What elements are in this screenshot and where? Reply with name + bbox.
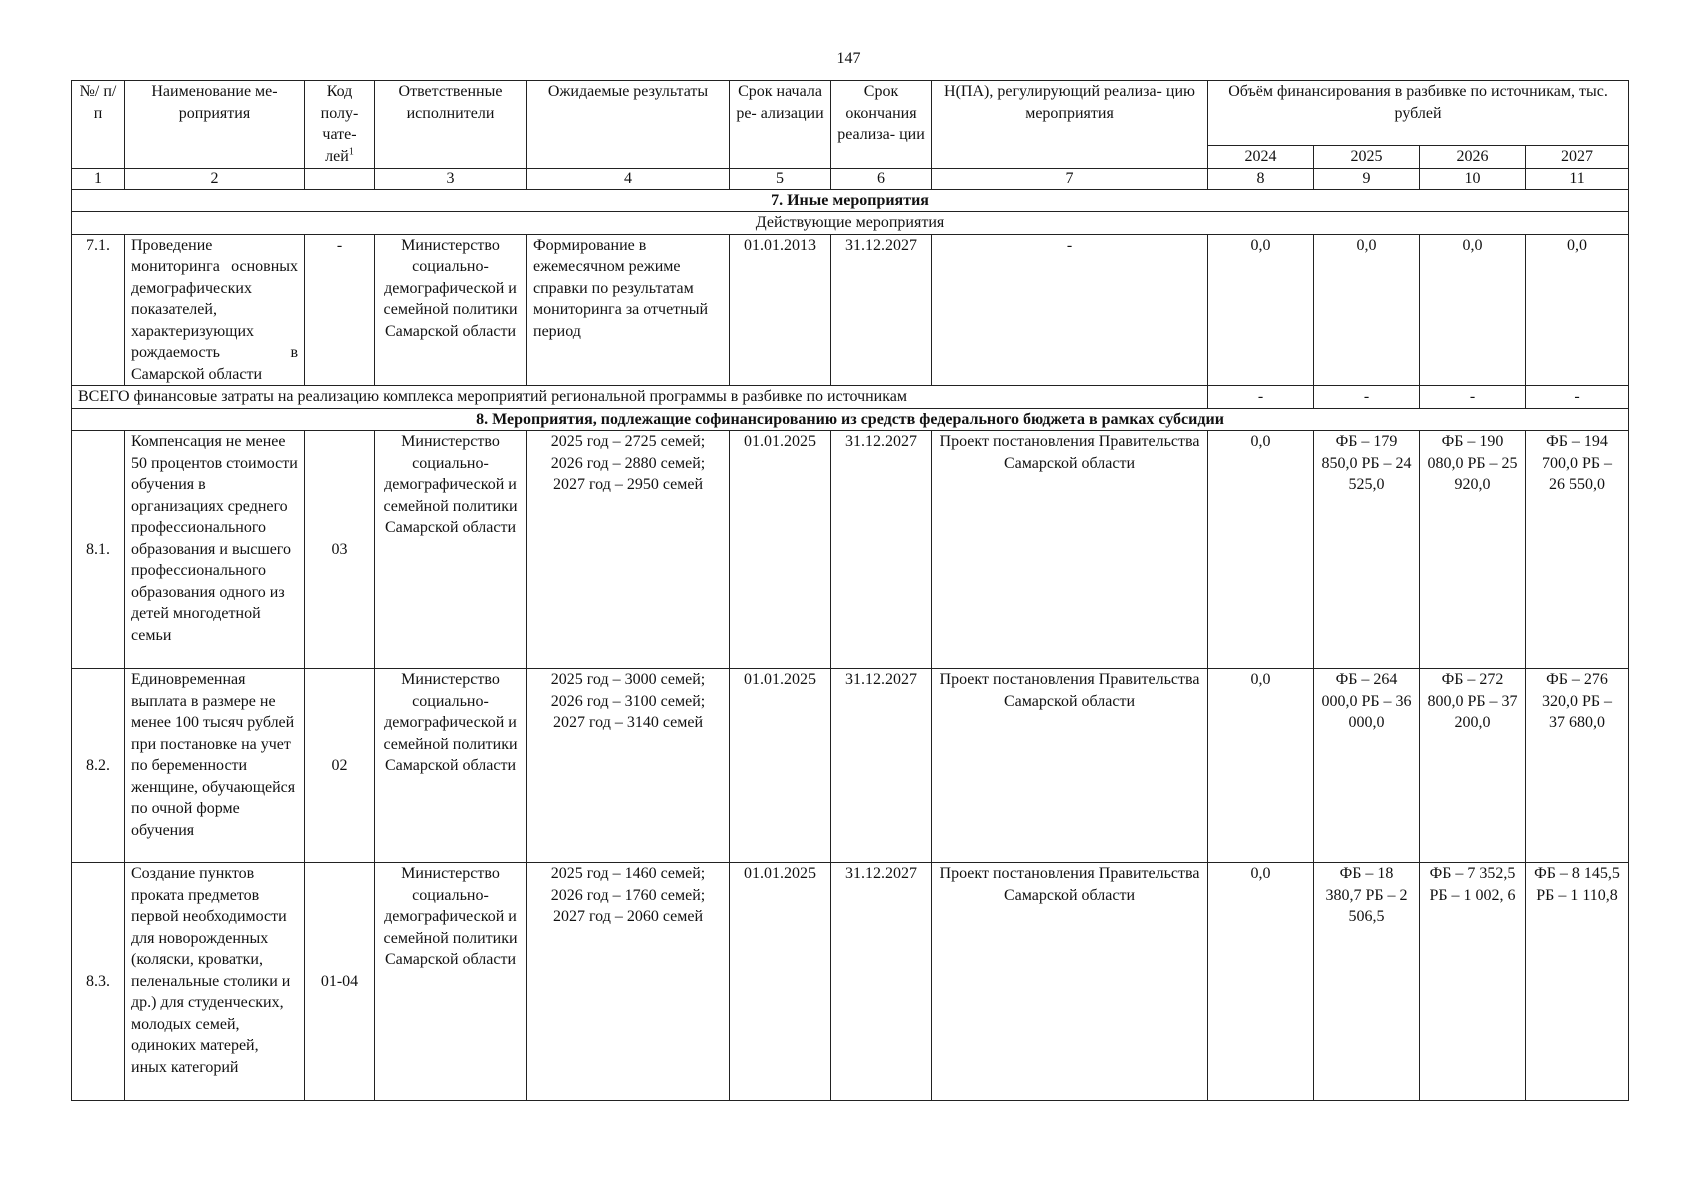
section-8-title: 8. Мероприятия, подлежащие софинансированию из средств федерального бюджета в рамках субсидии (72, 408, 1629, 431)
row-start: 01.01.2025 (730, 669, 831, 863)
row-npa: Проект постановления Правительства Самарской области (932, 863, 1208, 1101)
row-code: 03 (305, 431, 375, 669)
col-number: 4 (527, 168, 730, 189)
total-y2025: - (1314, 386, 1420, 409)
row-y2024: 0,0 (1208, 431, 1314, 669)
row-npa: Проект постановления Правительства Самарской области (932, 669, 1208, 863)
row-y2025: ФБ – 264 000,0 РБ – 36 000,0 (1314, 669, 1420, 863)
header-start: Срок начала ре- ализации (730, 81, 831, 169)
row-name: Создание пунктов проката предметов первой необходимости для новорожденных (коляски, кроватки, пеленальные столики и др.) для студенческих, молодых семей, одиноких матерей, иных категорий (125, 863, 305, 1101)
total-y2026: - (1420, 386, 1526, 409)
header-responsible: Ответственные исполнители (375, 81, 527, 169)
row-code: - (305, 234, 375, 386)
row-start: 01.01.2025 (730, 431, 831, 669)
row-name: Единовременная выплата в размере не менее 100 тысяч рублей при постановке на учет по беременности женщине, обучающейся по очной форме обучения (125, 669, 305, 863)
table-row (72, 669, 1629, 863)
row-y2027: ФБ – 194 700,0 РБ – 26 550,0 (1526, 431, 1629, 669)
row-y2024: 0,0 (1208, 234, 1314, 386)
row-num: 8.1. (72, 431, 125, 669)
header-year-2027: 2027 (1526, 146, 1629, 169)
col-number: 10 (1420, 168, 1526, 189)
row-y2024: 0,0 (1208, 863, 1314, 1101)
table-row (72, 863, 1629, 1101)
row-y2025: ФБ – 179 850,0 РБ – 24 525,0 (1314, 431, 1420, 669)
row-end: 31.12.2027 (831, 431, 932, 669)
row-y2026: ФБ – 7 352,5 РБ – 1 002, 6 (1420, 863, 1526, 1101)
header-year-2025: 2025 (1314, 146, 1420, 169)
row-y2025: ФБ – 18 380,7 РБ – 2 506,5 (1314, 863, 1420, 1101)
header-row (72, 81, 1629, 146)
header-code-footnote: 1 (348, 146, 354, 158)
row-num: 8.2. (72, 669, 125, 863)
col-number: 6 (831, 168, 932, 189)
row-expected: 2025 год – 3000 семей; 2026 год – 3100 семей; 2027 год – 3140 семей (527, 669, 730, 863)
row-end: 31.12.2027 (831, 234, 932, 386)
row-y2027: 0,0 (1526, 234, 1629, 386)
table-row (72, 234, 1629, 386)
row-code: 02 (305, 669, 375, 863)
row-y2027: ФБ – 8 145,5 РБ – 1 110,8 (1526, 863, 1629, 1101)
row-y2026: ФБ – 272 800,0 РБ – 37 200,0 (1420, 669, 1526, 863)
col-number: 11 (1526, 168, 1629, 189)
total-row (72, 386, 1629, 409)
header-year-2024: 2024 (1208, 146, 1314, 169)
row-name: Компенсация не менее 50 процентов стоимости обучения в организациях среднего профессионального образования и высшего профессионального образования одного из детей многодетной семьи (125, 431, 305, 669)
column-numbers-row (72, 168, 1629, 189)
col-number: 9 (1314, 168, 1420, 189)
row-responsible: Министерство социально-демографической и семейной политики Самарской области (375, 669, 527, 863)
header-code-text: Код полу- чате- лей (320, 83, 359, 165)
row-expected: Формирование в ежемесячном режиме справки по результатам мониторинга за отчетный период (527, 234, 730, 386)
col-number: 1 (72, 168, 125, 189)
section-7-title: 7. Иные мероприятия (72, 189, 1629, 212)
row-end: 31.12.2027 (831, 669, 932, 863)
header-funding: Объём финансирования в разбивке по источникам, тыс. рублей (1208, 81, 1629, 146)
header-year-2026: 2026 (1420, 146, 1526, 169)
row-y2024: 0,0 (1208, 669, 1314, 863)
section-title-row (72, 189, 1629, 212)
total-y2027: - (1526, 386, 1629, 409)
row-y2026: 0,0 (1420, 234, 1526, 386)
header-end: Срок окончания реализа- ции (831, 81, 932, 169)
header-npa: Н(ПА), регулирующий реализа- цию мероприятия (932, 81, 1208, 169)
col-number: 8 (1208, 168, 1314, 189)
header-num: №/ п/п (72, 81, 125, 169)
row-start: 01.01.2013 (730, 234, 831, 386)
row-y2026: ФБ – 190 080,0 РБ – 25 920,0 (1420, 431, 1526, 669)
row-num: 8.3. (72, 863, 125, 1101)
col-number: 7 (932, 168, 1208, 189)
row-responsible: Министерство социально-демографической и семейной политики Самарской области (375, 863, 527, 1101)
total-label: ВСЕГО финансовые затраты на реализацию комплекса мероприятий региональной программы в разбивке по источникам (72, 386, 1208, 409)
page-number: 147 (836, 50, 861, 67)
header-expected: Ожидаемые результаты (527, 81, 730, 169)
row-y2025: 0,0 (1314, 234, 1420, 386)
row-code: 01-04 (305, 863, 375, 1101)
total-y2024: - (1208, 386, 1314, 409)
col-number: 2 (125, 168, 305, 189)
row-responsible: Министерство социально-демографической и семейной политики Самарской области (375, 431, 527, 669)
row-name: Проведение мониторинга основных демографических показателей, характеризующих рождаемость в Самарской области (125, 234, 305, 386)
section-title-row (72, 408, 1629, 431)
section-subtitle-row (72, 212, 1629, 235)
row-responsible: Министерство социально-демографической и семейной политики Самарской области (375, 234, 527, 386)
row-y2027: ФБ – 276 320,0 РБ – 37 680,0 (1526, 669, 1629, 863)
row-end: 31.12.2027 (831, 863, 932, 1101)
table-row (72, 431, 1629, 669)
row-npa: Проект постановления Правительства Самарской области (932, 431, 1208, 669)
row-npa: - (932, 234, 1208, 386)
funding-table (71, 80, 1629, 1101)
row-expected: 2025 год – 1460 семей; 2026 год – 1760 семей; 2027 год – 2060 семей (527, 863, 730, 1101)
col-number (305, 168, 375, 189)
section-7-subtitle: Действующие мероприятия (72, 212, 1629, 235)
row-start: 01.01.2025 (730, 863, 831, 1101)
row-num: 7.1. (72, 234, 125, 386)
row-expected: 2025 год – 2725 семей; 2026 год – 2880 семей; 2027 год – 2950 семей (527, 431, 730, 669)
header-name: Наименование ме- роприятия (125, 81, 305, 169)
col-number: 3 (375, 168, 527, 189)
col-number: 5 (730, 168, 831, 189)
header-code (305, 81, 375, 169)
